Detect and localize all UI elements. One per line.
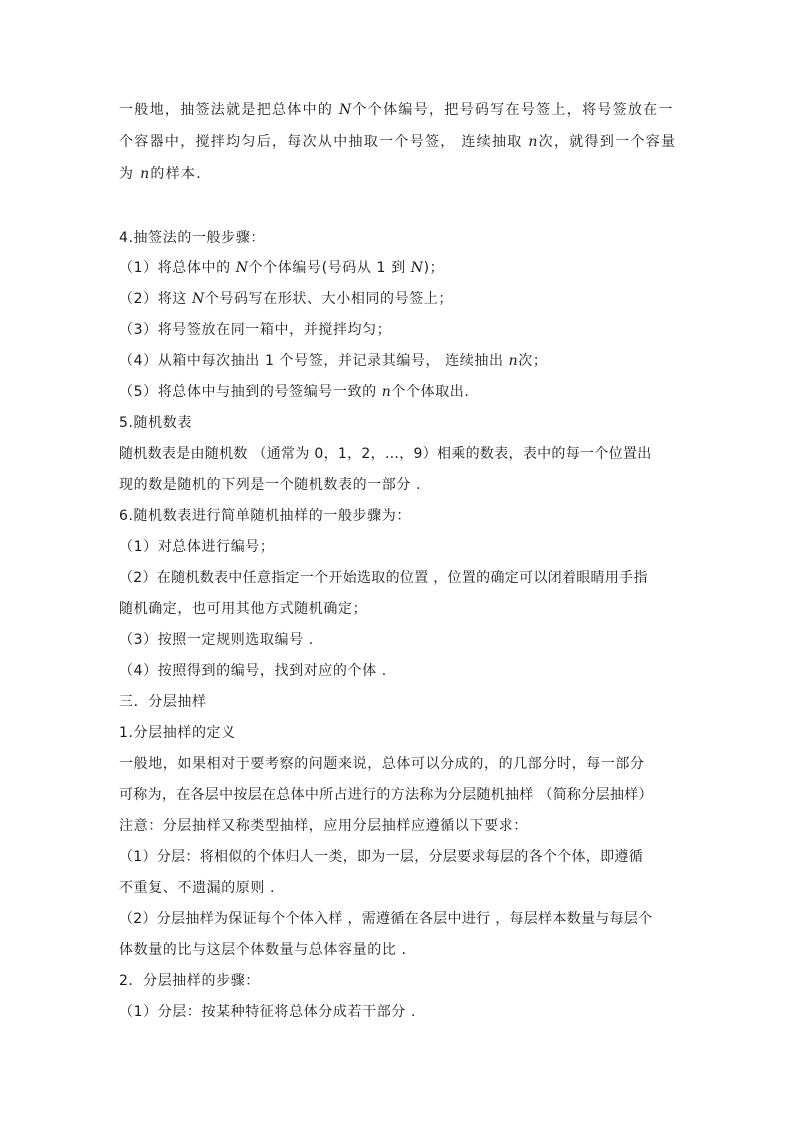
text: 个个体编号，把号码写在号签上，将号签放在一	[352, 102, 674, 118]
text: 个个体取出.	[391, 384, 470, 400]
section-4-step-3: （3）将号签放在同一箱中，并搅拌均匀；	[119, 322, 392, 338]
section-5-body-1: 随机数表是由随机数 （通常为 0，1，2，…，9）相乘的数表，表中的每一个位置出	[119, 446, 652, 462]
part-3-requirement-1-b: 不重复、不遗漏的原则 .	[119, 880, 276, 896]
part-3-requirement-1-a: （1）分层：将相似的个体归人一类，即为一层，分层要求每层的各个个体，即遵循	[119, 849, 644, 865]
section-6-step-3: （3）按照一定规则选取编号 .	[119, 632, 314, 648]
variable-N: N	[338, 102, 353, 118]
variable-N: N	[235, 260, 249, 276]
text: 为	[119, 166, 141, 182]
variable-N: N	[410, 260, 424, 276]
part-3-requirement-2-b: 体数量的比与这层个体数量与总体容量的比 .	[119, 942, 407, 958]
variable-n: n	[140, 166, 151, 182]
variable-n: n	[381, 384, 392, 400]
text: 一般地，抽签法就是把总体中的	[119, 102, 339, 118]
variable-n: n	[508, 353, 519, 369]
section-4-step-1	[119, 258, 679, 278]
section-5-title: 5.随机数表	[119, 415, 192, 431]
section-6-step-2-a: （2）在随机数表中任意指定一个开始选取的位置 ，位置的确定可以闭着眼睛用手指	[119, 570, 648, 586]
part-3-definition-2: 可称为，在各层中按层在总体中所占进行的方法称为分层随机抽样 （简称分层抽样）	[119, 787, 653, 803]
part-3-definition-1: 一般地，如果相对于要考察的问题来说，总体可以分成的，的几部分时，每一部分	[119, 756, 645, 772]
text: （4）从箱中每次抽出 1 个号签，并记录其编号， 连续抽出	[119, 353, 509, 369]
intro-line-3	[119, 164, 679, 184]
text: 个号码写在形状、大小相同的号签上；	[204, 291, 454, 307]
text: （2）将这	[119, 291, 192, 307]
section-6-step-2-b: 随机确定，也可用其他方式随机确定；	[119, 601, 368, 617]
variable-N: N	[191, 291, 205, 307]
part-3-requirement-2-a: （2）分层抽样为保证每个个体入样 ，需遵循在各层中进行 ，每层样本数量与每层个	[119, 911, 653, 927]
part-3-definition-title: 1.分层抽样的定义	[119, 725, 236, 741]
section-4-step-4	[119, 351, 679, 371]
part-3-title: 三．分层抽样	[119, 694, 207, 710]
text: 的样本.	[150, 166, 203, 182]
text: （5）将总体中与抽到的号签编号一致的	[119, 384, 382, 400]
text: （1）将总体中的	[119, 260, 236, 276]
section-5-body-2: 现的数是随机的下列是一个随机数表的一部分 .	[119, 477, 422, 493]
text: 次；	[518, 353, 548, 369]
part-3-steps-1: （1）分层：按某种特征将总体分成若干部分 .	[119, 1004, 417, 1020]
text: 个容器中，搅拌均匀后，每次从中抽取一个号签， 连续抽取	[119, 134, 529, 150]
section-4-step-5	[119, 382, 679, 402]
section-6-step-4: （4）按照得到的编号，找到对应的个体 .	[119, 663, 387, 679]
text: )；	[423, 260, 445, 276]
intro-line-2	[119, 132, 679, 152]
section-6-step-1: （1）对总体进行编号；	[119, 539, 275, 555]
section-4-step-2	[119, 289, 679, 309]
part-3-note: 注意：分层抽样又称类型抽样，应用分层抽样应遵循以下要求：	[119, 818, 528, 834]
section-4-title: 4.抽签法的一般步骤：	[119, 230, 265, 246]
text: 个个体编号(号码从 1 到	[248, 260, 411, 276]
text: 次，就得到一个容量	[538, 134, 677, 150]
part-3-steps-title: 2．分层抽样的步骤：	[119, 973, 260, 989]
variable-n: n	[528, 134, 539, 150]
intro-line-1	[119, 100, 679, 120]
section-6-title: 6.随机数表进行简单随机抽样的一般步骤为：	[119, 508, 411, 524]
